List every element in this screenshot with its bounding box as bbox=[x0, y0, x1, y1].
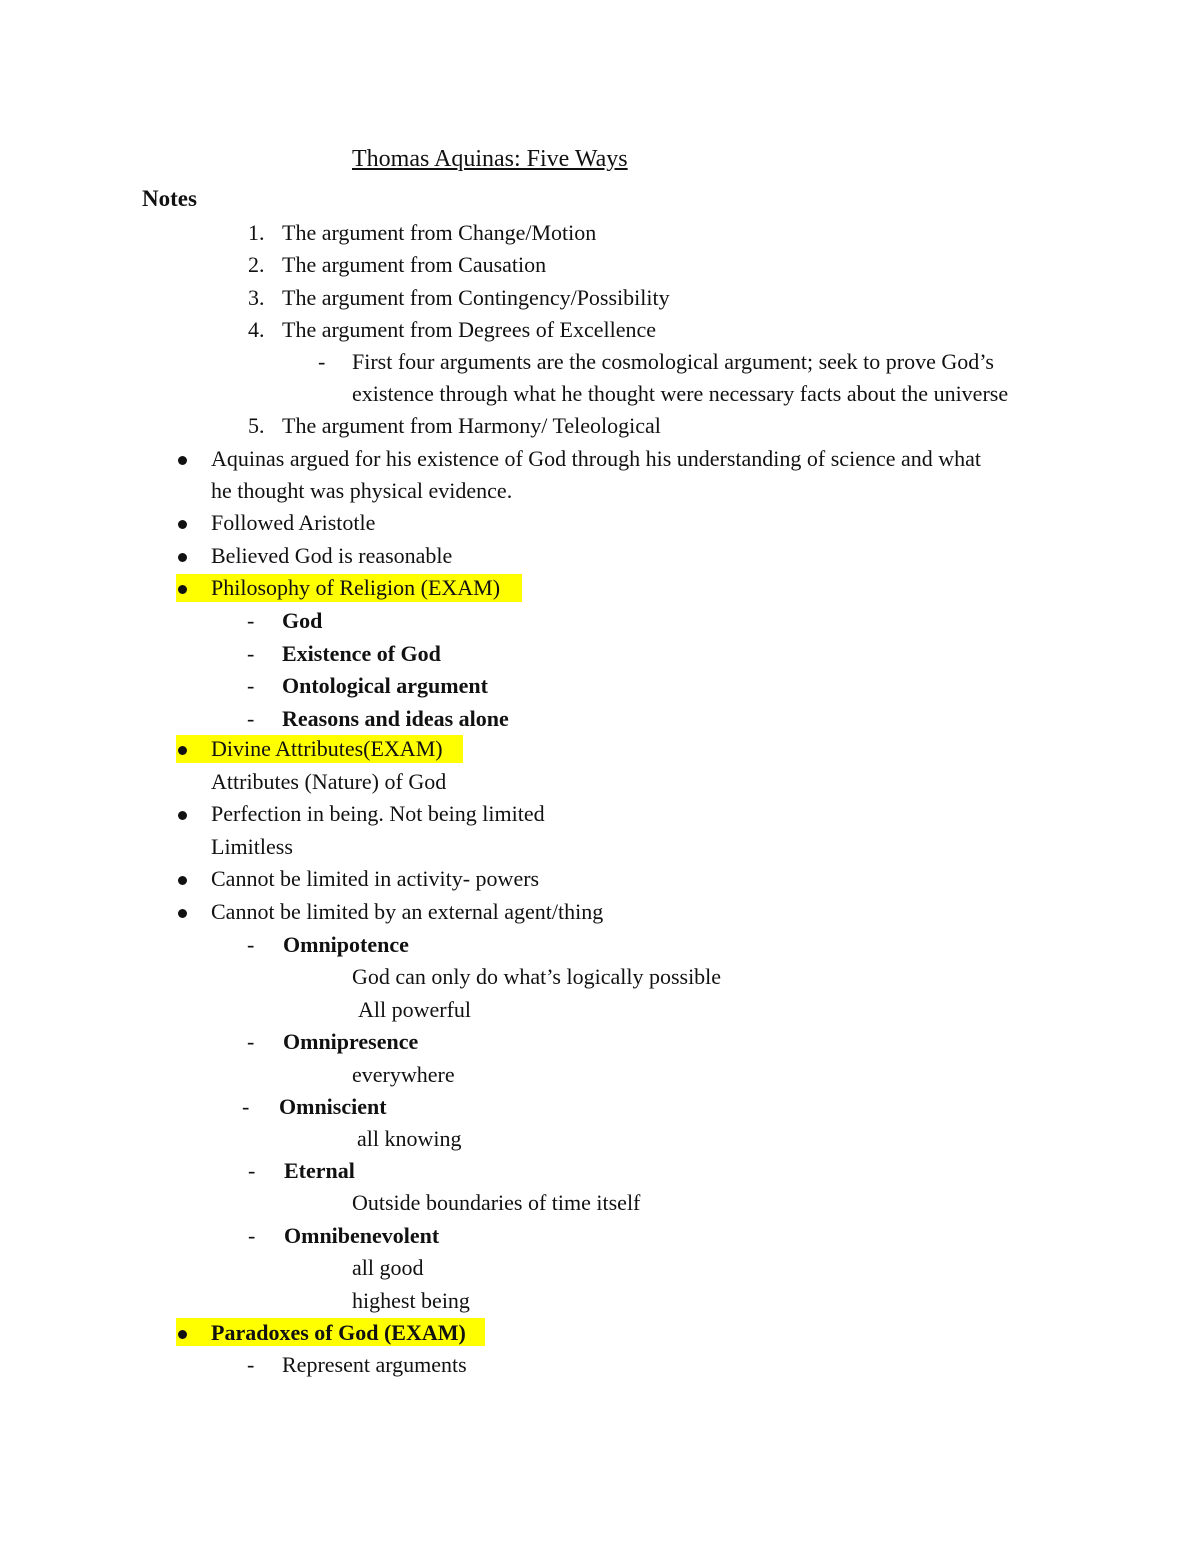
way-text: The argument from Contingency/Possibility bbox=[282, 285, 670, 310]
attribute-description: All powerful bbox=[358, 997, 472, 1022]
bullet-aristotle: Followed Aristotle bbox=[211, 510, 376, 535]
divine-attributes-subtext: Attributes (Nature) of God bbox=[211, 769, 447, 794]
attribute-description: all good bbox=[352, 1255, 424, 1280]
attribute-omniscient: Omniscient bbox=[279, 1094, 387, 1119]
paradox-item: Represent arguments bbox=[282, 1352, 467, 1377]
bullet-icon bbox=[178, 1330, 187, 1339]
dash-marker: - bbox=[247, 641, 255, 666]
bullet-activity: Cannot be limited in activity- powers bbox=[211, 866, 540, 891]
way-text: The argument from Harmony/ Teleological bbox=[282, 413, 661, 438]
dash-marker: - bbox=[242, 1094, 250, 1119]
bullet-paradoxes-of-god: Paradoxes of God (EXAM) bbox=[211, 1320, 466, 1345]
way-number: 4. bbox=[248, 317, 265, 342]
bullet-icon bbox=[178, 811, 187, 820]
way-number: 2. bbox=[248, 252, 265, 277]
attribute-eternal: Eternal bbox=[284, 1158, 355, 1183]
dash-marker: - bbox=[318, 349, 326, 374]
bullet-icon bbox=[178, 553, 187, 562]
dash-marker: - bbox=[247, 932, 255, 957]
attribute-omnipresence: Omnipresence bbox=[283, 1029, 419, 1054]
limitless-subtext: Limitless bbox=[211, 834, 293, 859]
cosmological-note-line-1: First four arguments are the cosmological argument; seek to prove God’s bbox=[352, 349, 994, 374]
philosophy-item-god: God bbox=[282, 608, 323, 633]
attribute-description: all knowing bbox=[357, 1126, 462, 1151]
bullet-icon bbox=[178, 876, 187, 885]
bullet-icon bbox=[178, 456, 187, 465]
dash-marker: - bbox=[247, 1029, 255, 1054]
way-text: The argument from Change/Motion bbox=[282, 220, 597, 245]
attribute-description: Outside boundaries of time itself bbox=[352, 1190, 641, 1215]
bullet-icon bbox=[178, 585, 187, 594]
philosophy-item-existence: Existence of God bbox=[282, 641, 441, 666]
attribute-omnibenevolent: Omnibenevolent bbox=[284, 1223, 440, 1248]
attribute-description: everywhere bbox=[352, 1062, 455, 1087]
bullet-aquinas-line-2: he thought was physical evidence. bbox=[211, 478, 513, 503]
attribute-omnipotence: Omnipotence bbox=[283, 932, 409, 957]
way-number: 3. bbox=[248, 285, 265, 310]
dash-marker: - bbox=[247, 1352, 255, 1377]
bullet-divine-attributes: Divine Attributes(EXAM) bbox=[211, 736, 443, 761]
bullet-icon bbox=[178, 520, 187, 529]
attribute-description: God can only do what’s logically possible bbox=[352, 964, 722, 989]
dash-marker: - bbox=[247, 706, 255, 731]
bullet-icon bbox=[178, 909, 187, 918]
bullet-external-agent: Cannot be limited by an external agent/thing bbox=[211, 899, 604, 924]
notes-heading: Notes bbox=[142, 186, 197, 211]
cosmological-note-line-2: existence through what he thought were necessary facts about the universe bbox=[352, 381, 1009, 406]
dash-marker: - bbox=[247, 608, 255, 633]
philosophy-item-reasons: Reasons and ideas alone bbox=[282, 706, 509, 731]
bullet-aquinas-line-1: Aquinas argued for his existence of God through his understanding of science and what bbox=[211, 446, 982, 471]
dash-marker: - bbox=[247, 673, 255, 698]
philosophy-item-ontological: Ontological argument bbox=[282, 673, 488, 698]
way-number: 5. bbox=[248, 413, 265, 438]
way-text: The argument from Causation bbox=[282, 252, 547, 277]
page-title: Thomas Aquinas: Five Ways bbox=[352, 146, 628, 172]
way-text: The argument from Degrees of Excellence bbox=[282, 317, 657, 342]
way-number: 1. bbox=[248, 220, 265, 245]
dash-marker: - bbox=[248, 1223, 256, 1248]
bullet-philosophy-of-religion: Philosophy of Religion (EXAM) bbox=[211, 575, 501, 600]
dash-marker: - bbox=[248, 1158, 256, 1183]
attribute-description: highest being bbox=[352, 1288, 470, 1313]
bullet-perfection: Perfection in being. Not being limited bbox=[211, 801, 545, 826]
bullet-icon bbox=[178, 746, 187, 755]
bullet-reasonable: Believed God is reasonable bbox=[211, 543, 453, 568]
